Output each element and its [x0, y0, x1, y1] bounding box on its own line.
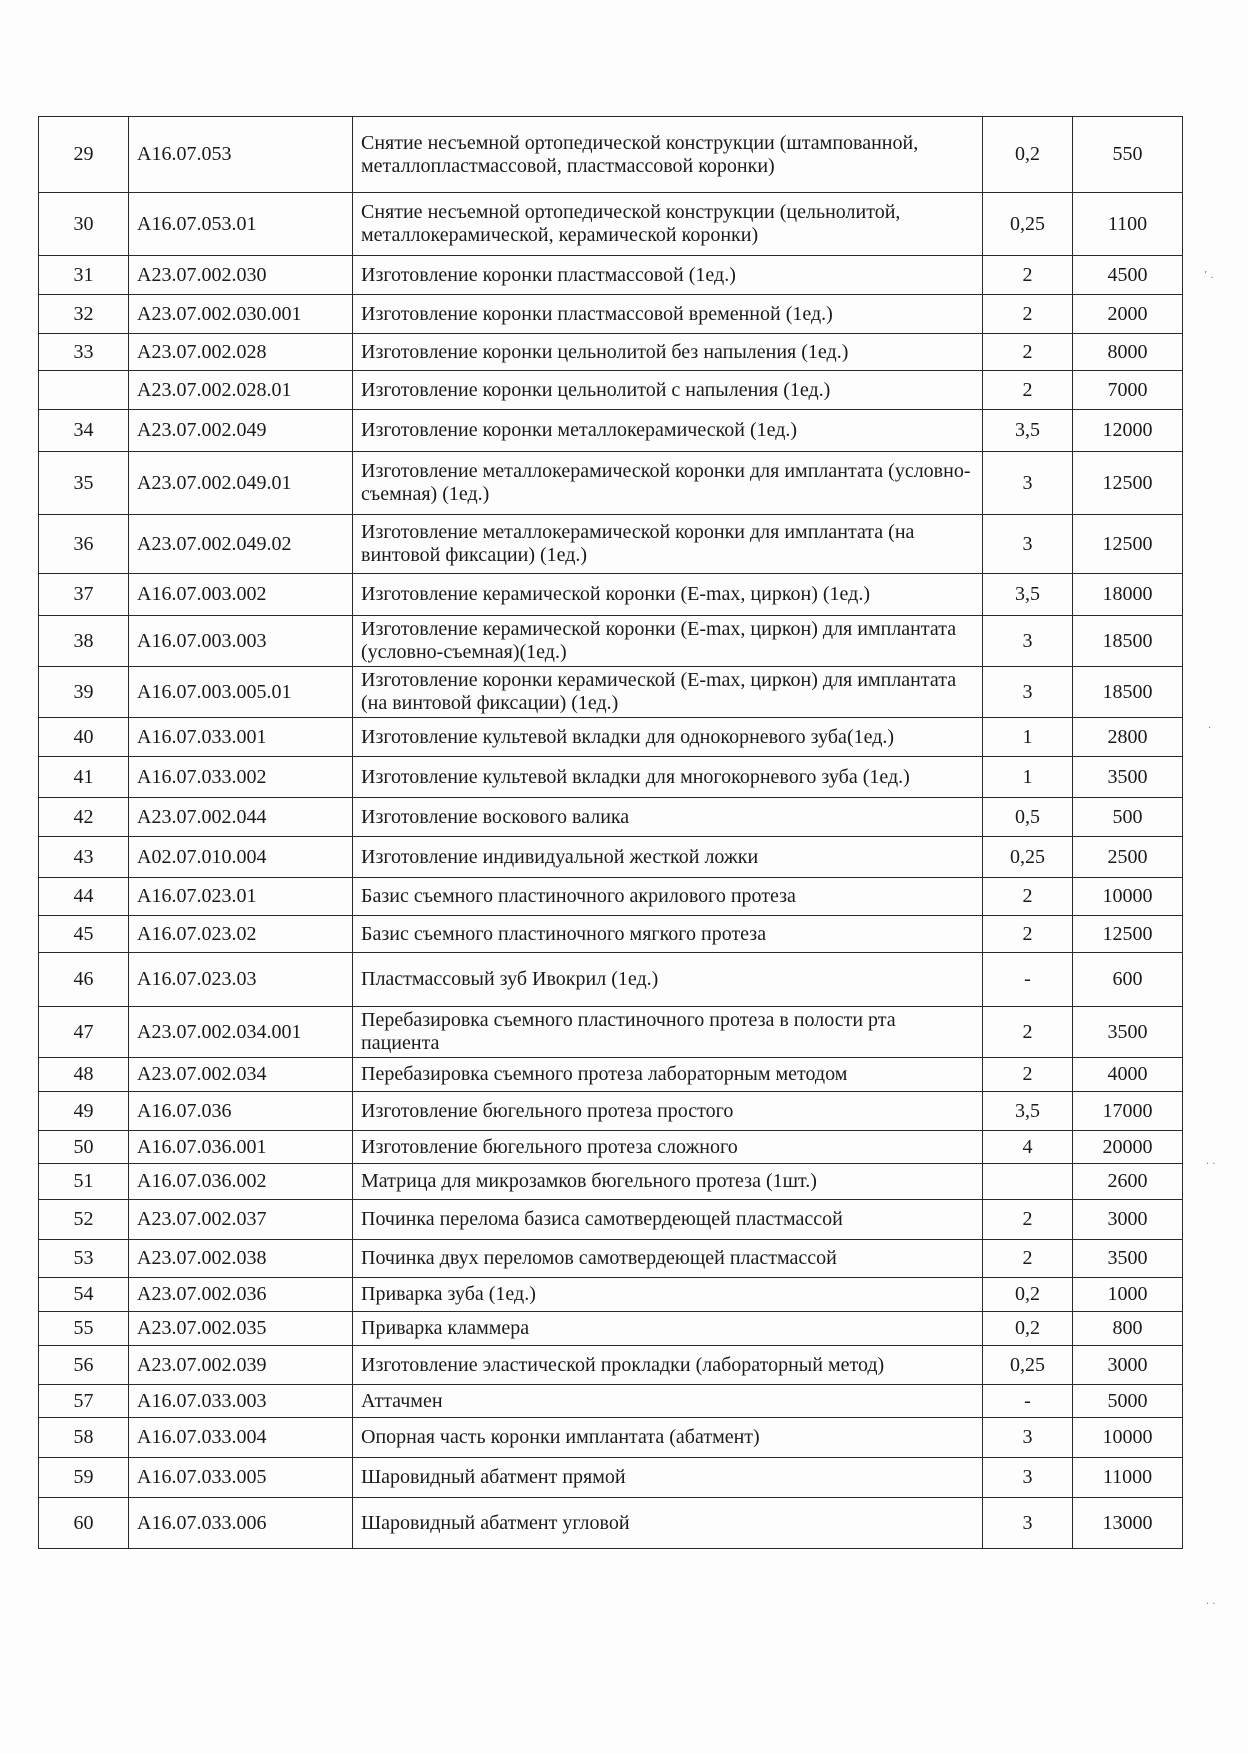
service-name-cell: Изготовление культевой вкладки для многокорневого зуба (1ед.): [353, 757, 983, 798]
price-cell: 2000: [1073, 295, 1183, 334]
table-row: [39, 1418, 1183, 1458]
service-code-cell: A23.07.002.037: [129, 1200, 353, 1240]
price-cell: 12000: [1073, 410, 1183, 452]
coefficient-cell: 0,2: [983, 1278, 1073, 1312]
price-cell: 2800: [1073, 718, 1183, 757]
table-row: [39, 616, 1183, 667]
price-cell: 4500: [1073, 256, 1183, 295]
price-cell: 550: [1073, 117, 1183, 193]
service-code-cell: A23.07.002.049: [129, 410, 353, 452]
service-code-cell: A23.07.002.049.02: [129, 515, 353, 574]
service-name-cell: Базис съемного пластиночного мягкого протеза: [353, 916, 983, 953]
row-number-cell: 37: [39, 574, 129, 616]
table-row: [39, 953, 1183, 1007]
service-name-cell: Изготовление индивидуальной жесткой ложки: [353, 837, 983, 878]
service-code-cell: A23.07.002.030: [129, 256, 353, 295]
service-code-cell: A02.07.010.004: [129, 837, 353, 878]
coefficient-cell: 3: [983, 667, 1073, 718]
row-number-cell: 53: [39, 1240, 129, 1278]
service-name-cell: Починка перелома базиса самотвердеющей пластмассой: [353, 1200, 983, 1240]
service-code-cell: A23.07.002.044: [129, 798, 353, 837]
coefficient-cell: 2: [983, 1200, 1073, 1240]
coefficient-cell: 3: [983, 616, 1073, 667]
service-code-cell: A16.07.033.004: [129, 1418, 353, 1458]
service-code-cell: A16.07.036.002: [129, 1164, 353, 1200]
row-number-cell: 57: [39, 1385, 129, 1418]
table-row: [39, 256, 1183, 295]
service-code-cell: A16.07.036.001: [129, 1131, 353, 1164]
service-code-cell: A16.07.023.02: [129, 916, 353, 953]
coefficient-cell: 0,2: [983, 1312, 1073, 1346]
coefficient-cell: 1: [983, 718, 1073, 757]
row-number-cell: 56: [39, 1346, 129, 1385]
coefficient-cell: -: [983, 953, 1073, 1007]
coefficient-cell: -: [983, 1385, 1073, 1418]
coefficient-cell: 3,5: [983, 410, 1073, 452]
coefficient-cell: 0,25: [983, 193, 1073, 256]
row-number-cell: 31: [39, 256, 129, 295]
price-cell: 800: [1073, 1312, 1183, 1346]
service-name-cell: Изготовление коронки металлокерамической (1ед.): [353, 410, 983, 452]
service-name-cell: Изготовление керамической коронки (E-max, циркон) для имплантата (условно-съемная)(1ед.): [353, 616, 983, 667]
row-number-cell: 58: [39, 1418, 129, 1458]
service-code-cell: A16.07.033.001: [129, 718, 353, 757]
service-code-cell: A16.07.023.01: [129, 878, 353, 916]
scan-dot: ’ .: [1204, 270, 1214, 281]
coefficient-cell: 0,5: [983, 798, 1073, 837]
row-number-cell: 47: [39, 1007, 129, 1058]
row-number-cell: [39, 371, 129, 410]
table-row: [39, 410, 1183, 452]
service-code-cell: A16.07.033.003: [129, 1385, 353, 1418]
row-number-cell: 44: [39, 878, 129, 916]
price-cell: 3500: [1073, 757, 1183, 798]
coefficient-cell: 0,2: [983, 117, 1073, 193]
price-cell: 1000: [1073, 1278, 1183, 1312]
service-name-cell: Базис съемного пластиночного акрилового протеза: [353, 878, 983, 916]
row-number-cell: 43: [39, 837, 129, 878]
row-number-cell: 33: [39, 334, 129, 371]
price-cell: 600: [1073, 953, 1183, 1007]
service-name-cell: Шаровидный абатмент угловой: [353, 1498, 983, 1549]
price-cell: 3000: [1073, 1200, 1183, 1240]
row-number-cell: 49: [39, 1092, 129, 1131]
service-name-cell: Изготовление керамической коронки (E-max, циркон) (1ед.): [353, 574, 983, 616]
service-code-cell: A16.07.033.006: [129, 1498, 353, 1549]
row-number-cell: 42: [39, 798, 129, 837]
coefficient-cell: 2: [983, 1007, 1073, 1058]
service-name-cell: Пластмассовый зуб Ивокрил (1ед.): [353, 953, 983, 1007]
coefficient-cell: 2: [983, 295, 1073, 334]
coefficient-cell: 1: [983, 757, 1073, 798]
scan-dot: . .: [1206, 1156, 1216, 1167]
service-name-cell: Починка двух переломов самотвердеющей пластмассой: [353, 1240, 983, 1278]
service-code-cell: A16.07.003.002: [129, 574, 353, 616]
price-cell: 1100: [1073, 193, 1183, 256]
coefficient-cell: 0,25: [983, 837, 1073, 878]
coefficient-cell: 3,5: [983, 1092, 1073, 1131]
price-cell: 18000: [1073, 574, 1183, 616]
coefficient-cell: [983, 1164, 1073, 1200]
price-table: [38, 116, 1183, 1549]
service-name-cell: Изготовление металлокерамической коронки для имплантата (на винтовой фиксации) (1ед.): [353, 515, 983, 574]
table-row: [39, 1200, 1183, 1240]
price-cell: 11000: [1073, 1458, 1183, 1498]
price-cell: 2500: [1073, 837, 1183, 878]
row-number-cell: 39: [39, 667, 129, 718]
coefficient-cell: 2: [983, 1240, 1073, 1278]
table-row: [39, 1498, 1183, 1549]
row-number-cell: 35: [39, 452, 129, 515]
service-code-cell: A23.07.002.035: [129, 1312, 353, 1346]
row-number-cell: 54: [39, 1278, 129, 1312]
service-name-cell: Изготовление коронки пластмассовой (1ед.): [353, 256, 983, 295]
service-code-cell: A23.07.002.049.01: [129, 452, 353, 515]
table-row: [39, 193, 1183, 256]
row-number-cell: 51: [39, 1164, 129, 1200]
table-row: [39, 667, 1183, 718]
row-number-cell: 34: [39, 410, 129, 452]
price-cell: 500: [1073, 798, 1183, 837]
table-row: [39, 515, 1183, 574]
table-row: [39, 1131, 1183, 1164]
coefficient-cell: 2: [983, 371, 1073, 410]
service-code-cell: A16.07.053: [129, 117, 353, 193]
table-row: [39, 1092, 1183, 1131]
coefficient-cell: 2: [983, 916, 1073, 953]
service-name-cell: Изготовление коронки пластмассовой временной (1ед.): [353, 295, 983, 334]
row-number-cell: 52: [39, 1200, 129, 1240]
service-name-cell: Изготовление бюгельного протеза сложного: [353, 1131, 983, 1164]
row-number-cell: 48: [39, 1058, 129, 1092]
service-name-cell: Изготовление бюгельного протеза простого: [353, 1092, 983, 1131]
service-name-cell: Изготовление коронки цельнолитой с напыления (1ед.): [353, 371, 983, 410]
table-row: [39, 295, 1183, 334]
service-name-cell: Снятие несъемной ортопедической конструкции (штампованной, металлопластмассовой, пластмассовой коронки): [353, 117, 983, 193]
price-cell: 17000: [1073, 1092, 1183, 1131]
row-number-cell: 59: [39, 1458, 129, 1498]
coefficient-cell: 3: [983, 515, 1073, 574]
service-code-cell: A16.07.003.005.01: [129, 667, 353, 718]
table-row: [39, 371, 1183, 410]
service-code-cell: A16.07.023.03: [129, 953, 353, 1007]
service-code-cell: A16.07.053.01: [129, 193, 353, 256]
table-row: [39, 916, 1183, 953]
row-number-cell: 41: [39, 757, 129, 798]
row-number-cell: 50: [39, 1131, 129, 1164]
coefficient-cell: 4: [983, 1131, 1073, 1164]
price-cell: 7000: [1073, 371, 1183, 410]
service-name-cell: Приварка кламмера: [353, 1312, 983, 1346]
price-cell: 12500: [1073, 452, 1183, 515]
service-name-cell: Матрица для микрозамков бюгельного протеза (1шт.): [353, 1164, 983, 1200]
table-row: [39, 1346, 1183, 1385]
table-row: [39, 1058, 1183, 1092]
table-row: [39, 452, 1183, 515]
coefficient-cell: 2: [983, 334, 1073, 371]
row-number-cell: 45: [39, 916, 129, 953]
table-row: [39, 1458, 1183, 1498]
row-number-cell: 36: [39, 515, 129, 574]
table-row: [39, 1312, 1183, 1346]
coefficient-cell: 2: [983, 878, 1073, 916]
coefficient-cell: 3: [983, 1458, 1073, 1498]
table-row: [39, 1240, 1183, 1278]
price-cell: 18500: [1073, 616, 1183, 667]
service-code-cell: A23.07.002.030.001: [129, 295, 353, 334]
table-row: [39, 798, 1183, 837]
scan-dot: . .: [1206, 1596, 1216, 1607]
service-name-cell: Опорная часть коронки имплантата (абатмент): [353, 1418, 983, 1458]
coefficient-cell: 2: [983, 256, 1073, 295]
price-cell: 3500: [1073, 1007, 1183, 1058]
table-row: [39, 334, 1183, 371]
coefficient-cell: 3,5: [983, 574, 1073, 616]
service-name-cell: Аттачмен: [353, 1385, 983, 1418]
coefficient-cell: 3: [983, 1498, 1073, 1549]
price-cell: 3500: [1073, 1240, 1183, 1278]
service-name-cell: Приварка зуба (1ед.): [353, 1278, 983, 1312]
table-row: [39, 1007, 1183, 1058]
price-cell: 2600: [1073, 1164, 1183, 1200]
table-row: [39, 1385, 1183, 1418]
table-row: [39, 117, 1183, 193]
table-row: [39, 837, 1183, 878]
table-row: [39, 718, 1183, 757]
service-name-cell: Шаровидный абатмент прямой: [353, 1458, 983, 1498]
price-cell: 18500: [1073, 667, 1183, 718]
row-number-cell: 38: [39, 616, 129, 667]
service-code-cell: A16.07.003.003: [129, 616, 353, 667]
price-cell: 13000: [1073, 1498, 1183, 1549]
price-cell: 5000: [1073, 1385, 1183, 1418]
price-cell: 12500: [1073, 515, 1183, 574]
price-cell: 3000: [1073, 1346, 1183, 1385]
service-name-cell: Снятие несъемной ортопедической конструкции (цельнолитой, металлокерамической, керамической коронки): [353, 193, 983, 256]
service-code-cell: A23.07.002.036: [129, 1278, 353, 1312]
table-row: [39, 574, 1183, 616]
coefficient-cell: 0,25: [983, 1346, 1073, 1385]
service-name-cell: Перебазировка съемного пластиночного протеза в полости рта пациента: [353, 1007, 983, 1058]
service-name-cell: Изготовление коронки керамической (E-max, циркон) для имплантата (на винтовой фиксации) (1ед.): [353, 667, 983, 718]
service-name-cell: Перебазировка съемного протеза лабораторным методом: [353, 1058, 983, 1092]
service-code-cell: A16.07.033.002: [129, 757, 353, 798]
service-name-cell: Изготовление коронки цельнолитой без напыления (1ед.): [353, 334, 983, 371]
price-cell: 10000: [1073, 1418, 1183, 1458]
table-row: [39, 1278, 1183, 1312]
row-number-cell: 55: [39, 1312, 129, 1346]
price-cell: 12500: [1073, 916, 1183, 953]
price-cell: 20000: [1073, 1131, 1183, 1164]
service-code-cell: A16.07.036: [129, 1092, 353, 1131]
service-code-cell: A23.07.002.039: [129, 1346, 353, 1385]
row-number-cell: 29: [39, 117, 129, 193]
row-number-cell: 60: [39, 1498, 129, 1549]
price-cell: 8000: [1073, 334, 1183, 371]
table-row: [39, 878, 1183, 916]
price-cell: 10000: [1073, 878, 1183, 916]
price-cell: 4000: [1073, 1058, 1183, 1092]
service-code-cell: A23.07.002.034.001: [129, 1007, 353, 1058]
row-number-cell: 40: [39, 718, 129, 757]
service-code-cell: A23.07.002.028.01: [129, 371, 353, 410]
coefficient-cell: 3: [983, 452, 1073, 515]
service-code-cell: A23.07.002.028: [129, 334, 353, 371]
table-row: [39, 757, 1183, 798]
price-table-body: [39, 117, 1183, 1549]
coefficient-cell: 3: [983, 1418, 1073, 1458]
row-number-cell: 30: [39, 193, 129, 256]
row-number-cell: 32: [39, 295, 129, 334]
service-code-cell: A23.07.002.034: [129, 1058, 353, 1092]
table-row: [39, 1164, 1183, 1200]
service-name-cell: Изготовление металлокерамической коронки для имплантата (условно-съемная) (1ед.): [353, 452, 983, 515]
service-name-cell: Изготовление эластической прокладки (лабораторный метод): [353, 1346, 983, 1385]
service-name-cell: Изготовление воскового валика: [353, 798, 983, 837]
service-name-cell: Изготовление культевой вкладки для однокорневого зуба(1ед.): [353, 718, 983, 757]
scan-dot: .: [1208, 720, 1212, 731]
coefficient-cell: 2: [983, 1058, 1073, 1092]
row-number-cell: 46: [39, 953, 129, 1007]
service-code-cell: A23.07.002.038: [129, 1240, 353, 1278]
service-code-cell: A16.07.033.005: [129, 1458, 353, 1498]
